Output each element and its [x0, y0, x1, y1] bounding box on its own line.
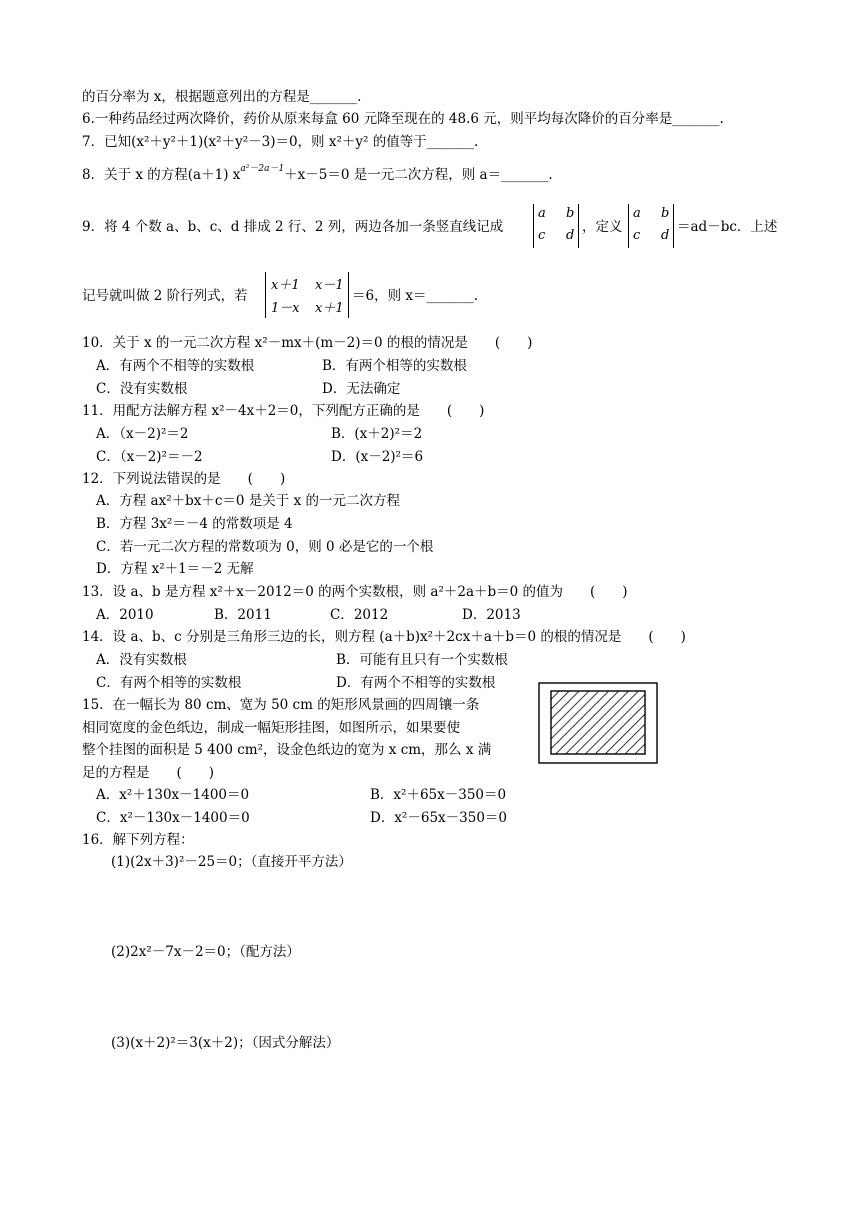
option-13-b: B．2011 — [214, 607, 272, 623]
question-8 — [82, 166, 553, 186]
question-9-text-e: ＝6，则 x＝_______. — [352, 288, 479, 304]
question-16-part-2: (2)2x²－7x－2＝0；（配方法） — [111, 944, 300, 960]
question-5-continuation: 的百分率为 x，根据题意列出的方程是_______. — [82, 89, 362, 105]
option-14-b: B．可能有且只有一个实数根 — [336, 652, 508, 668]
det-cell-b: b — [661, 206, 670, 221]
option-10-d: D．无法确定 — [322, 381, 401, 397]
option-12-a: A．方程 ax²＋bx＋c＝0 是关于 x 的一元二次方程 — [96, 493, 401, 509]
det-cell-x22: x＋1 — [315, 301, 344, 316]
det-cell-c: c — [538, 228, 546, 243]
option-11-d: D．(x－2)²＝6 — [331, 449, 424, 465]
det-cell-c: c — [633, 228, 641, 243]
det-cell-a: a — [538, 206, 546, 221]
question-16: 16．解下列方程： — [82, 832, 194, 848]
question-9-text-b: ，定义 — [582, 219, 623, 235]
option-13-a: A．2010 — [96, 607, 154, 623]
det-cell-d: d — [661, 228, 670, 243]
option-14-a: A．没有实数根 — [96, 652, 187, 668]
framed-picture-figure — [538, 682, 658, 764]
question-11: 11．用配方法解方程 x²－4x＋2＝0，下列配方正确的是 ( ) — [82, 403, 485, 419]
option-11-b: B．(x＋2)²＝2 — [331, 426, 423, 442]
option-12-c: C．若一元二次方程的常数项为 0，则 0 必是它的一个根 — [96, 539, 434, 555]
det-cell-x12: x－1 — [315, 278, 344, 293]
question-15-line-2: 相同宽度的金色纸边，制成一幅矩形挂图，如图所示，如果要使 — [82, 720, 460, 736]
option-15-d: D．x²－65x－350＝0 — [370, 810, 507, 826]
option-11-a: A．（x－2)²＝2 — [96, 426, 189, 442]
option-14-d: D．有两个不相等的实数根 — [336, 675, 496, 691]
option-13-c: C．2012 — [330, 607, 389, 623]
option-10-a: A．有两个不相等的实数根 — [96, 358, 255, 374]
determinant-abcd-1 — [532, 204, 580, 248]
question-8-text-a: 8．关于 x 的方程(a＋1) x — [82, 167, 241, 183]
option-15-c: C．x²－130x－1400＝0 — [96, 810, 250, 826]
option-10-c: C．没有实数根 — [96, 381, 188, 397]
determinant-abcd-2 — [627, 204, 675, 248]
option-13-d: D．2013 — [462, 607, 521, 623]
question-9-text-d: 记号就叫做 2 阶行列式，若 — [82, 288, 248, 304]
det-cell-b: b — [566, 206, 575, 221]
question-7: 7．已知(x²＋y²＋1)(x²＋y²－3)＝0，则 x²＋y² 的值等于_______. — [82, 134, 479, 150]
question-13: 13．设 a、b 是方程 x²＋x－2012＝0 的两个实数根，则 a²＋2a＋b＝0 的值为 ( ) — [82, 584, 628, 600]
question-16-part-3: (3)(x＋2)²＝3(x＋2)；（因式分解法） — [111, 1035, 340, 1051]
question-9-text-a: 9．将 4 个数 a、b、c、d 排成 2 行、2 列，两边各加一条竖直线记成 — [82, 219, 504, 235]
option-12-d: D．方程 x²＋1＝－2 无解 — [96, 561, 254, 577]
question-15-line-1: 15．在一幅长为 80 cm、宽为 50 cm 的矩形风景画的四周镶一条 — [82, 697, 480, 713]
question-9-text-c: ＝ad－bc．上述 — [677, 219, 778, 235]
option-15-b: B．x²＋65x－350＝0 — [370, 787, 507, 803]
question-10: 10．关于 x 的一元二次方程 x²－mx＋(m－2)＝0 的根的情况是 ( ) — [82, 335, 533, 351]
det-cell-a: a — [633, 206, 641, 221]
option-14-c: C．有两个相等的实数根 — [96, 675, 242, 691]
option-15-a: A．x²＋130x－1400＝0 — [96, 787, 250, 803]
question-16-part-1: (1)(2x＋3)²－25＝0；（直接开平方法） — [111, 854, 352, 870]
det-cell-d: d — [566, 228, 575, 243]
option-12-b: B．方程 3x²＝－4 的常数项是 4 — [96, 516, 293, 532]
question-12: 12．下列说法错误的是 ( ) — [82, 471, 286, 487]
option-11-c: C．（x－2)²＝－2 — [96, 449, 203, 465]
question-15-line-4: 足的方程是 ( ) — [82, 765, 215, 781]
question-14: 14．设 a、b、c 分别是三角形三边的长，则方程 (a＋b)x²＋2cx＋a＋b＝0 的根的情况是 ( ) — [82, 629, 686, 645]
determinant-x — [264, 272, 350, 318]
question-8-text-b: ＋x－5＝0 是一元二次方程，则 a＝_______. — [284, 167, 553, 183]
det-cell-x21: 1－x — [271, 301, 300, 316]
question-8-exponent: a²－2a－1 — [240, 164, 285, 174]
question-6: 6.一种药品经过两次降价，药价从原来每盒 60 元降至现在的 48.6 元，则平均每次降价的百分率是_______. — [82, 111, 724, 127]
question-15-line-3: 整个挂图的面积是 5 400 cm²，设金色纸边的宽为 x cm，那么 x 满 — [82, 742, 492, 758]
option-10-b: B．有两个相等的实数根 — [322, 358, 467, 374]
det-cell-x11: x＋1 — [271, 278, 300, 293]
